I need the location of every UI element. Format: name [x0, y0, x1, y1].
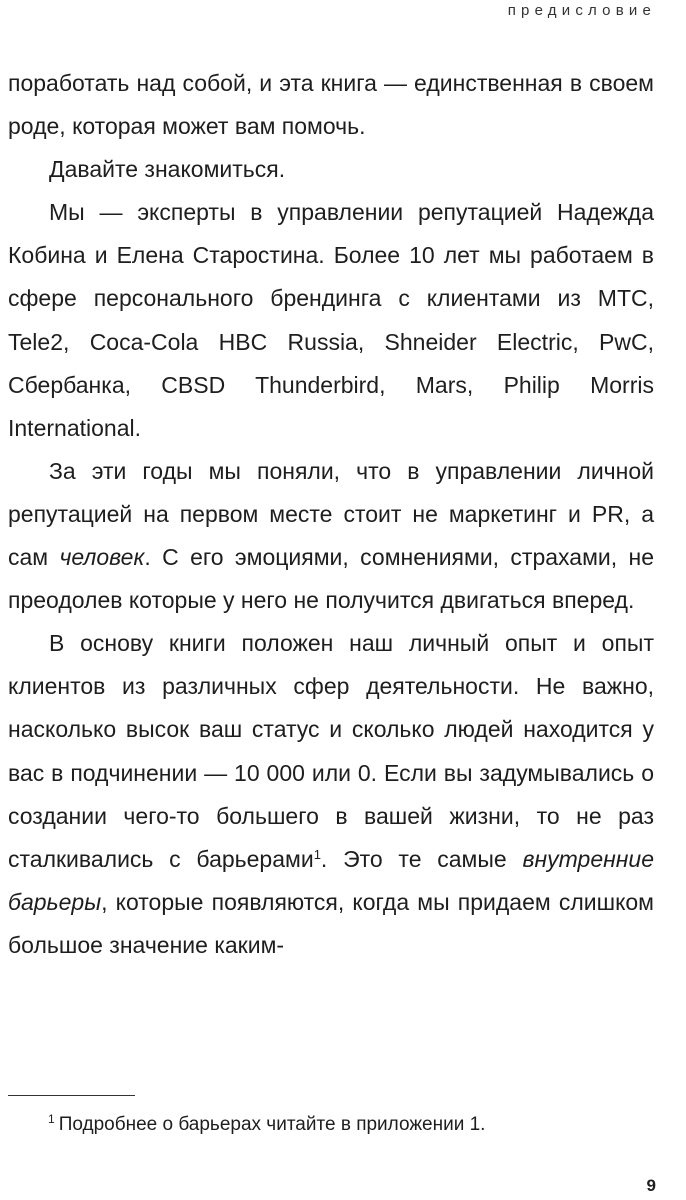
paragraph-insight — [8, 450, 654, 622]
paragraph-basis — [8, 622, 654, 967]
paragraph-basis-text-2: . Это те самые — [320, 845, 523, 872]
paragraph-basis-text-1: В основу книги положен наш личный опыт и опыт клиентов из различных сфер деятельности. Не важно, насколько высок ваш статус и сколько людей находится у вас в подчинении — 10 000 или 0. Если вы задумывались о создании чего-то большего в вашей жизни, то не раз сталкивались с барьерами — [8, 630, 654, 872]
paragraph-insight-text-2: . С его эмоциями, сомнениями, страхами, не преодолев которые у него не получится двигаться вперед. — [8, 544, 655, 614]
footnote-text: Подробнее о барьерах читайте в приложении 1. — [58, 1114, 486, 1135]
footnote — [48, 1112, 485, 1138]
page-number: 9 — [646, 1176, 656, 1195]
paragraph-insight-text-1: За эти годы мы поняли, что в управлении личной репутацией на первом месте стоит не маркетинг и PR, а сам — [8, 457, 654, 571]
paragraph-authors: Мы — эксперты в управлении репутацией Надежда Кобина и Елена Старостина. Более 10 лет мы работаем в сфере персонального брендинга с клиентами из МТС, Tele2, Coca-Cola HBC Russia, Shneider Electric, PwC, Сбербанка, CBSD Thunderbird, Mars, Philip Morris International. — [8, 199, 654, 441]
running-head: предисловие — [507, 2, 656, 19]
paragraph-greeting: Давайте знакомиться. — [49, 156, 286, 183]
paragraph-basis-text-3: , которые появляются, когда мы придаем слишком большое значение каким- — [8, 888, 654, 958]
paragraph-continuation: поработать над собой, и эта книга — единственная в своем роде, которая может вам помочь. — [8, 70, 654, 140]
body-text — [8, 62, 654, 967]
emphasis-person: человек — [59, 544, 145, 571]
footnote-reference[interactable]: 1 — [313, 846, 321, 862]
emphasis-inner-barriers: внутренние барьеры — [8, 845, 655, 915]
footnote-marker: 1 — [48, 1112, 55, 1126]
footnote-divider — [8, 1095, 135, 1096]
